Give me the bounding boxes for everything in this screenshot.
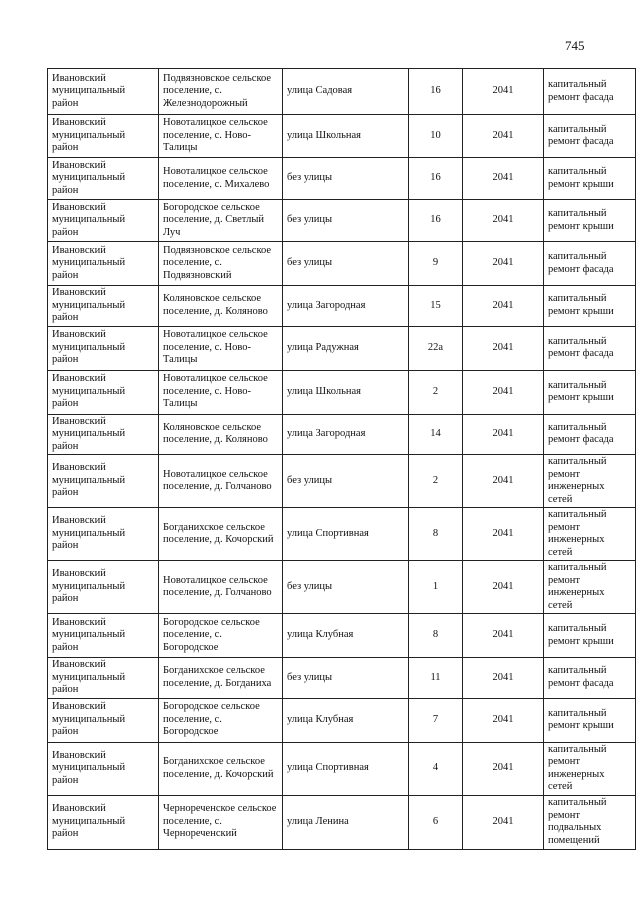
year-cell: 2041 xyxy=(463,115,544,158)
work-type-cell: капитальный ремонт подвальных помещений xyxy=(544,795,636,849)
work-type-cell: капитальный ремонт инженерных сетей xyxy=(544,561,636,614)
house-number-cell: 16 xyxy=(409,69,463,115)
table-row xyxy=(48,795,636,849)
house-number-cell: 2 xyxy=(409,455,463,508)
district-cell: Ивановский муниципальный район xyxy=(48,370,159,414)
table-row xyxy=(48,115,636,158)
table-row xyxy=(48,561,636,614)
table-row xyxy=(48,742,636,795)
street-cell: улица Спортивная xyxy=(283,742,409,795)
year-cell: 2041 xyxy=(463,561,544,614)
settlement-cell: Новоталицкое сельское поселение, с. Ново-Талицы xyxy=(159,370,283,414)
work-type-cell: капитальный ремонт инженерных сетей xyxy=(544,742,636,795)
work-type-cell: капитальный ремонт инженерных сетей xyxy=(544,508,636,561)
street-cell: улица Загородная xyxy=(283,286,409,327)
work-type-cell: капитальный ремонт крыши xyxy=(544,614,636,658)
street-cell: без улицы xyxy=(283,658,409,699)
house-number-cell: 6 xyxy=(409,795,463,849)
table-row xyxy=(48,414,636,455)
district-cell: Ивановский муниципальный район xyxy=(48,658,159,699)
street-cell: без улицы xyxy=(283,242,409,286)
table-row xyxy=(48,158,636,200)
work-type-cell: капитальный ремонт фасада xyxy=(544,242,636,286)
house-number-cell: 14 xyxy=(409,414,463,455)
settlement-cell: Богданихское сельское поселение, д. Богданиха xyxy=(159,658,283,699)
street-cell: улица Спортивная xyxy=(283,508,409,561)
street-cell: улица Клубная xyxy=(283,614,409,658)
table-row xyxy=(48,455,636,508)
district-cell: Ивановский муниципальный район xyxy=(48,286,159,327)
year-cell: 2041 xyxy=(463,742,544,795)
year-cell: 2041 xyxy=(463,614,544,658)
work-type-cell: капитальный ремонт фасада xyxy=(544,69,636,115)
street-cell: без улицы xyxy=(283,561,409,614)
street-cell: улица Школьная xyxy=(283,115,409,158)
street-cell: улица Садовая xyxy=(283,69,409,115)
year-cell: 2041 xyxy=(463,508,544,561)
settlement-cell: Чернореченское сельское поселение, с. Чернореченский xyxy=(159,795,283,849)
work-type-cell: капитальный ремонт крыши xyxy=(544,286,636,327)
street-cell: улица Школьная xyxy=(283,370,409,414)
district-cell: Ивановский муниципальный район xyxy=(48,742,159,795)
table-row xyxy=(48,200,636,242)
district-cell: Ивановский муниципальный район xyxy=(48,158,159,200)
district-cell: Ивановский муниципальный район xyxy=(48,326,159,370)
house-number-cell: 10 xyxy=(409,115,463,158)
district-cell: Ивановский муниципальный район xyxy=(48,614,159,658)
year-cell: 2041 xyxy=(463,242,544,286)
district-cell: Ивановский муниципальный район xyxy=(48,455,159,508)
year-cell: 2041 xyxy=(463,158,544,200)
settlement-cell: Новоталицкое сельское поселение, с. Михалево xyxy=(159,158,283,200)
house-number-cell: 1 xyxy=(409,561,463,614)
settlement-cell: Подвязновское сельское поселение, с. Подвязновский xyxy=(159,242,283,286)
table-row xyxy=(48,614,636,658)
table-row xyxy=(48,286,636,327)
table-row xyxy=(48,658,636,699)
settlement-cell: Богородское сельское поселение, с. Богородское xyxy=(159,698,283,742)
table-row xyxy=(48,698,636,742)
year-cell: 2041 xyxy=(463,370,544,414)
settlement-cell: Новоталицкое сельское поселение, с. Ново-Талицы xyxy=(159,115,283,158)
house-number-cell: 9 xyxy=(409,242,463,286)
district-cell: Ивановский муниципальный район xyxy=(48,561,159,614)
house-number-cell: 15 xyxy=(409,286,463,327)
street-cell: улица Клубная xyxy=(283,698,409,742)
house-number-cell: 22а xyxy=(409,326,463,370)
street-cell: без улицы xyxy=(283,455,409,508)
house-number-cell: 16 xyxy=(409,158,463,200)
settlement-cell: Коляновское сельское поселение, д. Коляново xyxy=(159,414,283,455)
year-cell: 2041 xyxy=(463,326,544,370)
street-cell: улица Радужная xyxy=(283,326,409,370)
table-body xyxy=(48,69,636,850)
settlement-cell: Новоталицкое сельское поселение, д. Голчаново xyxy=(159,455,283,508)
work-type-cell: капитальный ремонт фасада xyxy=(544,658,636,699)
street-cell: улица Ленина xyxy=(283,795,409,849)
settlement-cell: Новоталицкое сельское поселение, д. Голчаново xyxy=(159,561,283,614)
year-cell: 2041 xyxy=(463,658,544,699)
work-type-cell: капитальный ремонт фасада xyxy=(544,326,636,370)
work-type-cell: капитальный ремонт крыши xyxy=(544,158,636,200)
settlement-cell: Подвязновское сельское поселение, с. Железнодорожный xyxy=(159,69,283,115)
house-number-cell: 11 xyxy=(409,658,463,699)
house-number-cell: 8 xyxy=(409,508,463,561)
table-row xyxy=(48,508,636,561)
street-cell: без улицы xyxy=(283,200,409,242)
work-type-cell: капитальный ремонт инженерных сетей xyxy=(544,455,636,508)
year-cell: 2041 xyxy=(463,698,544,742)
table-row xyxy=(48,370,636,414)
district-cell: Ивановский муниципальный район xyxy=(48,508,159,561)
settlement-cell: Богданихское сельское поселение, д. Кочорский xyxy=(159,742,283,795)
year-cell: 2041 xyxy=(463,414,544,455)
year-cell: 2041 xyxy=(463,69,544,115)
work-type-cell: капитальный ремонт крыши xyxy=(544,370,636,414)
work-type-cell: капитальный ремонт фасада xyxy=(544,115,636,158)
district-cell: Ивановский муниципальный район xyxy=(48,698,159,742)
settlement-cell: Богданихское сельское поселение, д. Кочорский xyxy=(159,508,283,561)
page-number: 745 xyxy=(565,38,585,53)
street-cell: улица Загородная xyxy=(283,414,409,455)
house-number-cell: 2 xyxy=(409,370,463,414)
year-cell: 2041 xyxy=(463,200,544,242)
work-type-cell: капитальный ремонт фасада xyxy=(544,414,636,455)
house-number-cell: 4 xyxy=(409,742,463,795)
table-row xyxy=(48,69,636,115)
work-type-cell: капитальный ремонт крыши xyxy=(544,200,636,242)
year-cell: 2041 xyxy=(463,286,544,327)
settlement-cell: Богородское сельское поселение, с. Богородское xyxy=(159,614,283,658)
house-number-cell: 16 xyxy=(409,200,463,242)
repair-registry-table xyxy=(47,68,636,850)
settlement-cell: Коляновское сельское поселение, д. Коляново xyxy=(159,286,283,327)
district-cell: Ивановский муниципальный район xyxy=(48,69,159,115)
settlement-cell: Новоталицкое сельское поселение, с. Ново-Талицы xyxy=(159,326,283,370)
district-cell: Ивановский муниципальный район xyxy=(48,200,159,242)
year-cell: 2041 xyxy=(463,455,544,508)
work-type-cell: капитальный ремонт крыши xyxy=(544,698,636,742)
street-cell: без улицы xyxy=(283,158,409,200)
table-row xyxy=(48,242,636,286)
district-cell: Ивановский муниципальный район xyxy=(48,414,159,455)
district-cell: Ивановский муниципальный район xyxy=(48,115,159,158)
table-row xyxy=(48,326,636,370)
district-cell: Ивановский муниципальный район xyxy=(48,795,159,849)
house-number-cell: 8 xyxy=(409,614,463,658)
district-cell: Ивановский муниципальный район xyxy=(48,242,159,286)
settlement-cell: Богородское сельское поселение, д. Светлый Луч xyxy=(159,200,283,242)
house-number-cell: 7 xyxy=(409,698,463,742)
year-cell: 2041 xyxy=(463,795,544,849)
